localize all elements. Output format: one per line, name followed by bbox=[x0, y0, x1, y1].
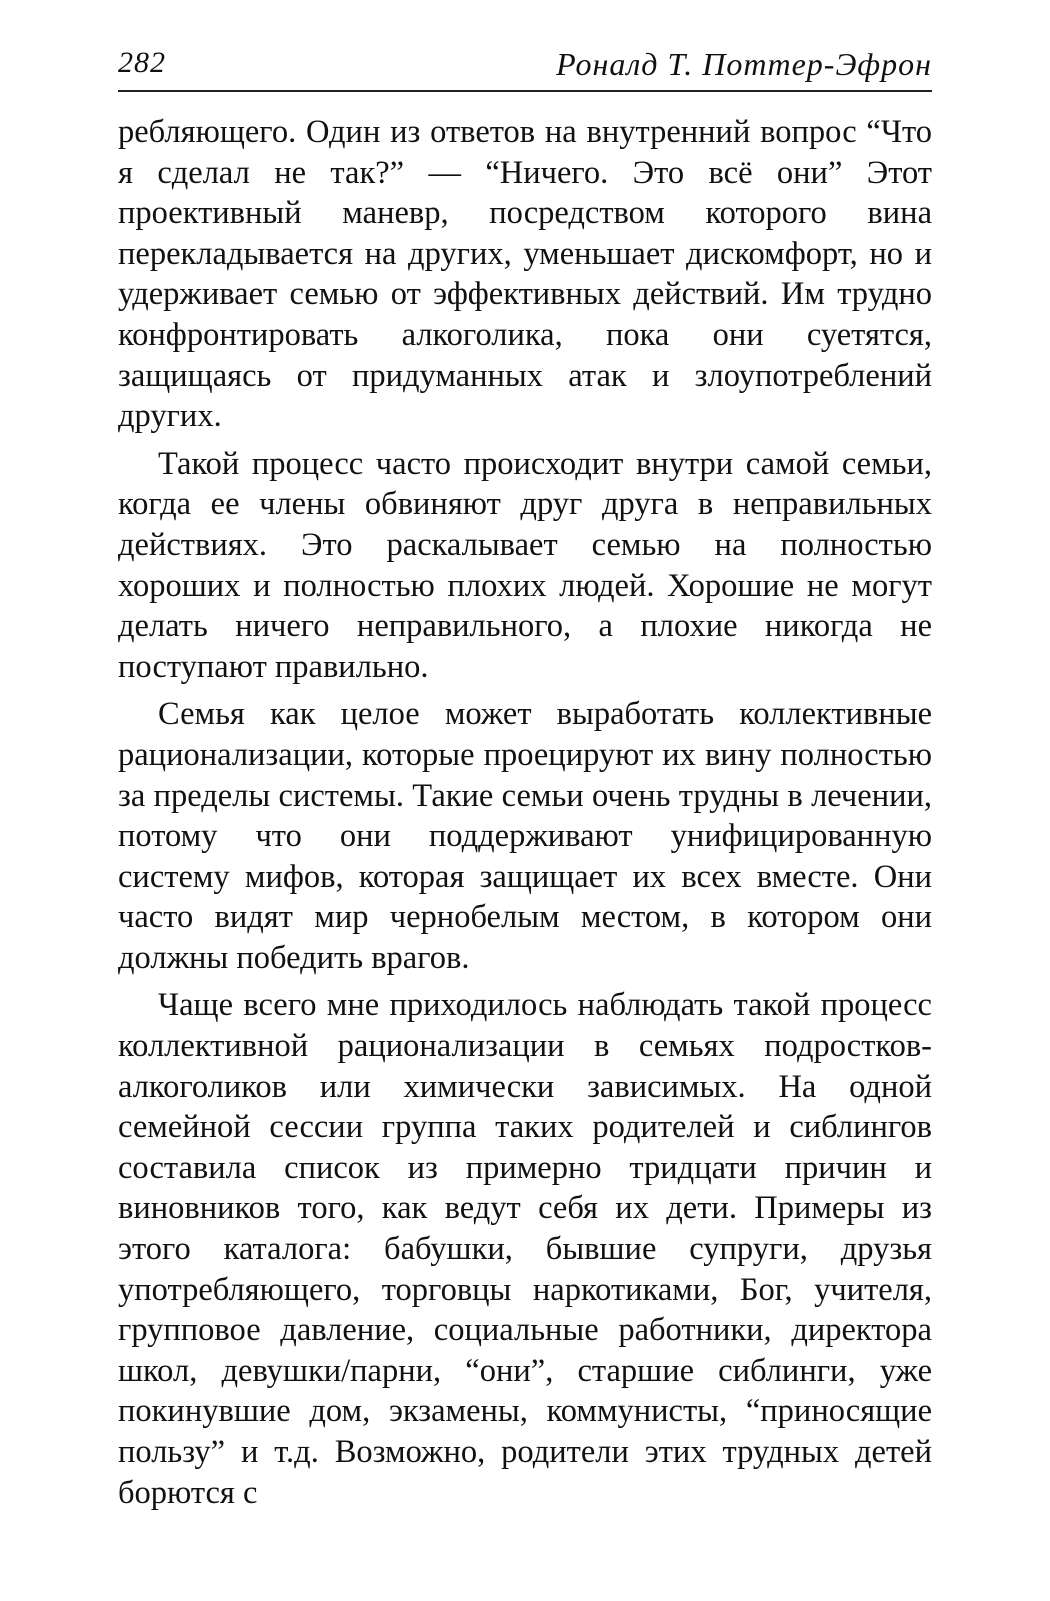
paragraph-3: Семья как целое может выработать коллективные рационализации, которые проецируют их вину полностью за пределы системы. Такие семьи очень трудны в лечении, потому что они поддерживают унифицированную систему мифов, которая защищает их всех вместе. Они часто видят мир чернобелым местом, в котором они должны победить врагов. bbox=[118, 696, 932, 976]
running-title: Роналд Т. Поттер-Эфрон bbox=[556, 46, 932, 82]
body-text bbox=[118, 112, 932, 1513]
running-head bbox=[118, 46, 932, 92]
page-number: 282 bbox=[118, 46, 166, 79]
paragraph-4: Чаще всего мне приходилось наблюдать такой процесс коллективной рационализации в семьях подростков-алкоголиков или химически зависимых. На одной семейной сессии группа таких родителей и сиблингов составила список из примерно тридцати причин и виновников того, как ведут себя их дети. Примеры из этого каталога: бабушки, бывшие супруги, друзья употребляющего, торговцы наркотиками, Бог, учителя, групповое давление, социальные работники, директора школ, девушки/парни, “они”, старшие сиблинги, уже покинувшие дом, экзамены, коммунисты, “приносящие пользу” и т.д. Возможно, родители этих трудных детей борются с bbox=[118, 987, 932, 1511]
paragraph-2: Такой процесс часто происходит внутри самой семьи, когда ее члены обвиняют друг друга в неправильных действиях. Это раскалывает семью на полностью хороших и полностью плохих людей. Хорошие не могут делать ничего неправильного, а плохие никогда не поступают правильно. bbox=[118, 445, 932, 685]
paragraph-1: ребляющего. Один из ответов на внутренний вопрос “Что я сделал не так?” — “Ничего. Это всё они” Этот проективный маневр, посредством которого вина перекладывается на других, уменьшает дискомфорт, но и удерживает семью от эффективных действий. Им трудно конфронтировать алкоголика, пока они суетятся, защищаясь от придуманных атак и злоупотреблений других. bbox=[118, 114, 932, 435]
